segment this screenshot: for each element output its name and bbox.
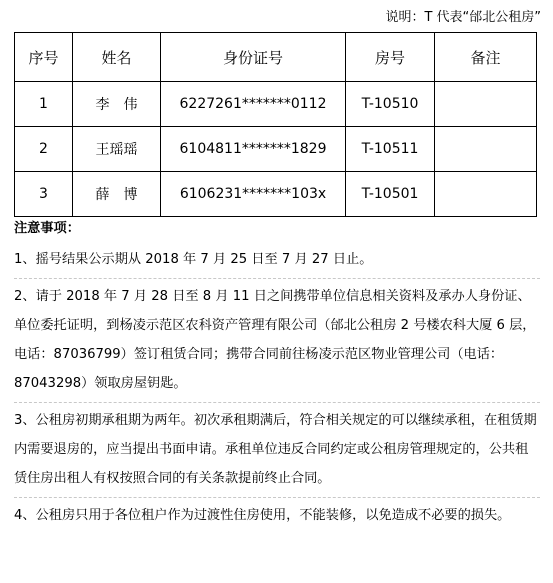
cell-name: 王瑶瑶 [73, 127, 161, 172]
cell-name: 李 伟 [73, 82, 161, 127]
notes-item-4: 4、公租房只用于各位租户作为过渡性住房使用，不能装修，以免造成不必要的损失。 [14, 508, 511, 523]
header-remarks: 备注 [435, 33, 537, 82]
cell-id-number: 6106231*******103x [161, 172, 346, 217]
header-note: 说明：T 代表“邰北公租房” [385, 10, 541, 25]
cell-id-number: 6104811*******1829 [161, 127, 346, 172]
cell-room-number: T-10510 [346, 82, 435, 127]
table-header-row [15, 33, 537, 82]
header-id-number: 身份证号 [161, 33, 346, 82]
table-row [15, 82, 537, 127]
header-room-number: 房号 [346, 33, 435, 82]
table-row [15, 172, 537, 217]
header-name: 姓名 [73, 33, 161, 82]
cell-name: 薛 博 [73, 172, 161, 217]
cell-remarks [435, 127, 537, 172]
cell-remarks [435, 82, 537, 127]
notes-section [14, 218, 540, 534]
cell-index: 1 [15, 82, 73, 127]
notes-item-3: 3、公租房初期承租期为两年。初次承租期满后，符合相关规定的可以继续承租，在租赁期内需要退房的，应当提出书面申请。承租单位违反合同约定或公租房管理规定的，公共租赁住房出租人有权按照合同的有关条款提前终止合同。 [14, 403, 540, 498]
cell-room-number: T-10511 [346, 127, 435, 172]
cell-index: 3 [15, 172, 73, 217]
cell-id-number: 6227261*******0112 [161, 82, 346, 127]
notes-item-2: 2、请于 2018 年 7 月 28 日至 8 月 11 日之间携带单位信息相关资料及承办人身份证、单位委托证明，到杨凌示范区农科资产管理有限公司（邰北公租房 2 号楼农科大厦 6 层，电话：87036799）签订租赁合同；携带合同前往杨凌示范区物业管理公司（电话：87043298）领取房屋钥匙。 [14, 279, 540, 403]
cell-remarks [435, 172, 537, 217]
notes-heading: 注意事项： [14, 221, 80, 236]
cell-index: 2 [15, 127, 73, 172]
allocation-table [14, 32, 537, 217]
cell-room-number: T-10501 [346, 172, 435, 217]
table-row [15, 127, 537, 172]
header-index: 序号 [15, 33, 73, 82]
notes-item-1: 1、摇号结果公示期从 2018 年 7 月 25 日至 7 月 27 日止。 [14, 242, 540, 279]
